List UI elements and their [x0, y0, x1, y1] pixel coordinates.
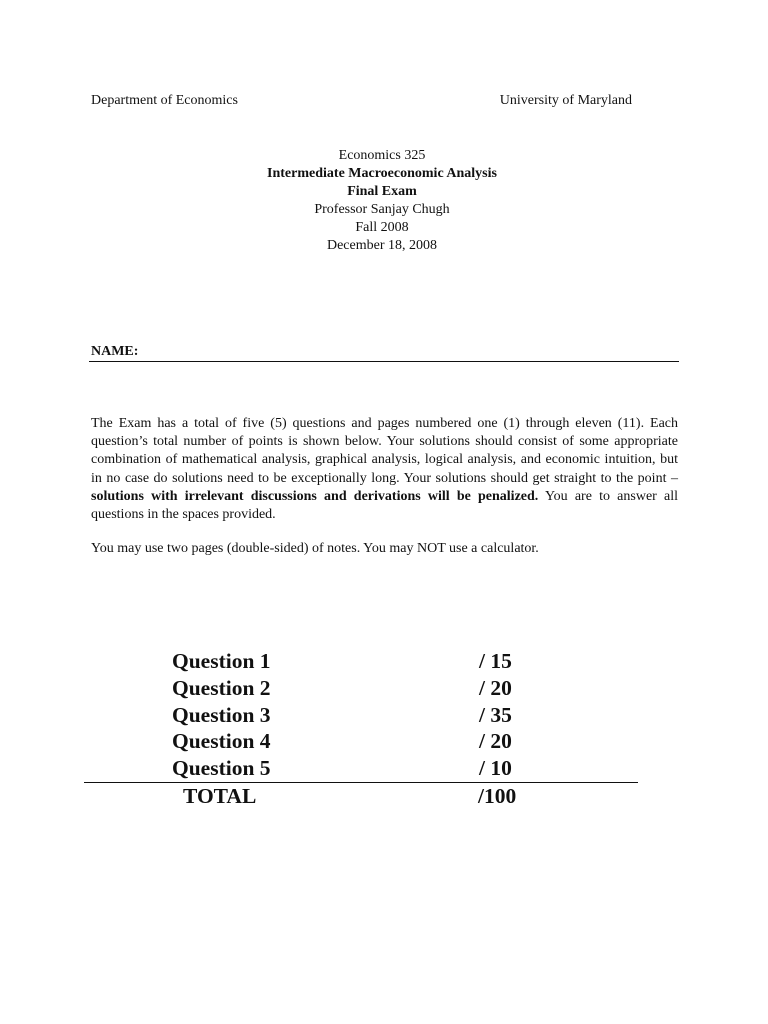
total-label: TOTAL — [183, 784, 257, 808]
question-points: / 20 — [479, 729, 512, 754]
score-row — [172, 755, 572, 782]
course-name: Intermediate Macroeconomic Analysis — [267, 166, 497, 181]
score-row — [172, 702, 572, 729]
score-row — [172, 728, 572, 755]
question-label: Question 1 — [172, 649, 271, 673]
total-points: /100 — [478, 784, 517, 808]
question-label: Question 2 — [172, 675, 271, 700]
total-rule — [84, 782, 638, 783]
question-points: / 20 — [479, 675, 512, 700]
course-number: Economics 325 — [338, 148, 426, 163]
exam-date: December 18, 2008 — [326, 238, 438, 253]
professor-name: Professor Sanjay Chugh — [314, 202, 450, 217]
department-label: Department of Economics — [91, 93, 238, 108]
university-label: University of Maryland — [499, 93, 632, 108]
instructions-text-2: You are to answer all questions in the spaces provided. — [91, 488, 679, 523]
question-points: / 35 — [479, 702, 512, 727]
title-block — [232, 147, 532, 255]
instructions-paragraph — [91, 415, 678, 524]
question-label: Question 3 — [172, 702, 271, 727]
name-label: NAME: — [91, 344, 139, 359]
question-label: Question 5 — [172, 756, 271, 781]
notes-paragraph: You may use two pages (double-sided) of notes. You may NOT use a calculator. — [91, 541, 539, 556]
instructions-text-1: The Exam has a total of five (5) questions and pages numbered one (1) through eleven (11). Each question’s total number of points is shown below. Your solutions should consist of some appropriate combination of mathematical analysis, graphical analysis, logical analysis, and economic intuition, but in no case do solutions need to be exceptionally long. Your solutions should get straight to the point – — [91, 416, 678, 486]
question-points: / 15 — [479, 649, 512, 673]
question-points: / 10 — [479, 756, 512, 781]
name-line — [89, 361, 679, 362]
exam-title: Final Exam — [347, 184, 417, 199]
score-table — [172, 648, 572, 782]
term: Fall 2008 — [355, 220, 409, 235]
score-row — [172, 675, 572, 702]
instructions-bold-text: solutions with irrelevant discussions and derivations will be penalized. — [91, 488, 539, 504]
score-row — [172, 648, 572, 675]
question-label: Question 4 — [172, 729, 271, 754]
